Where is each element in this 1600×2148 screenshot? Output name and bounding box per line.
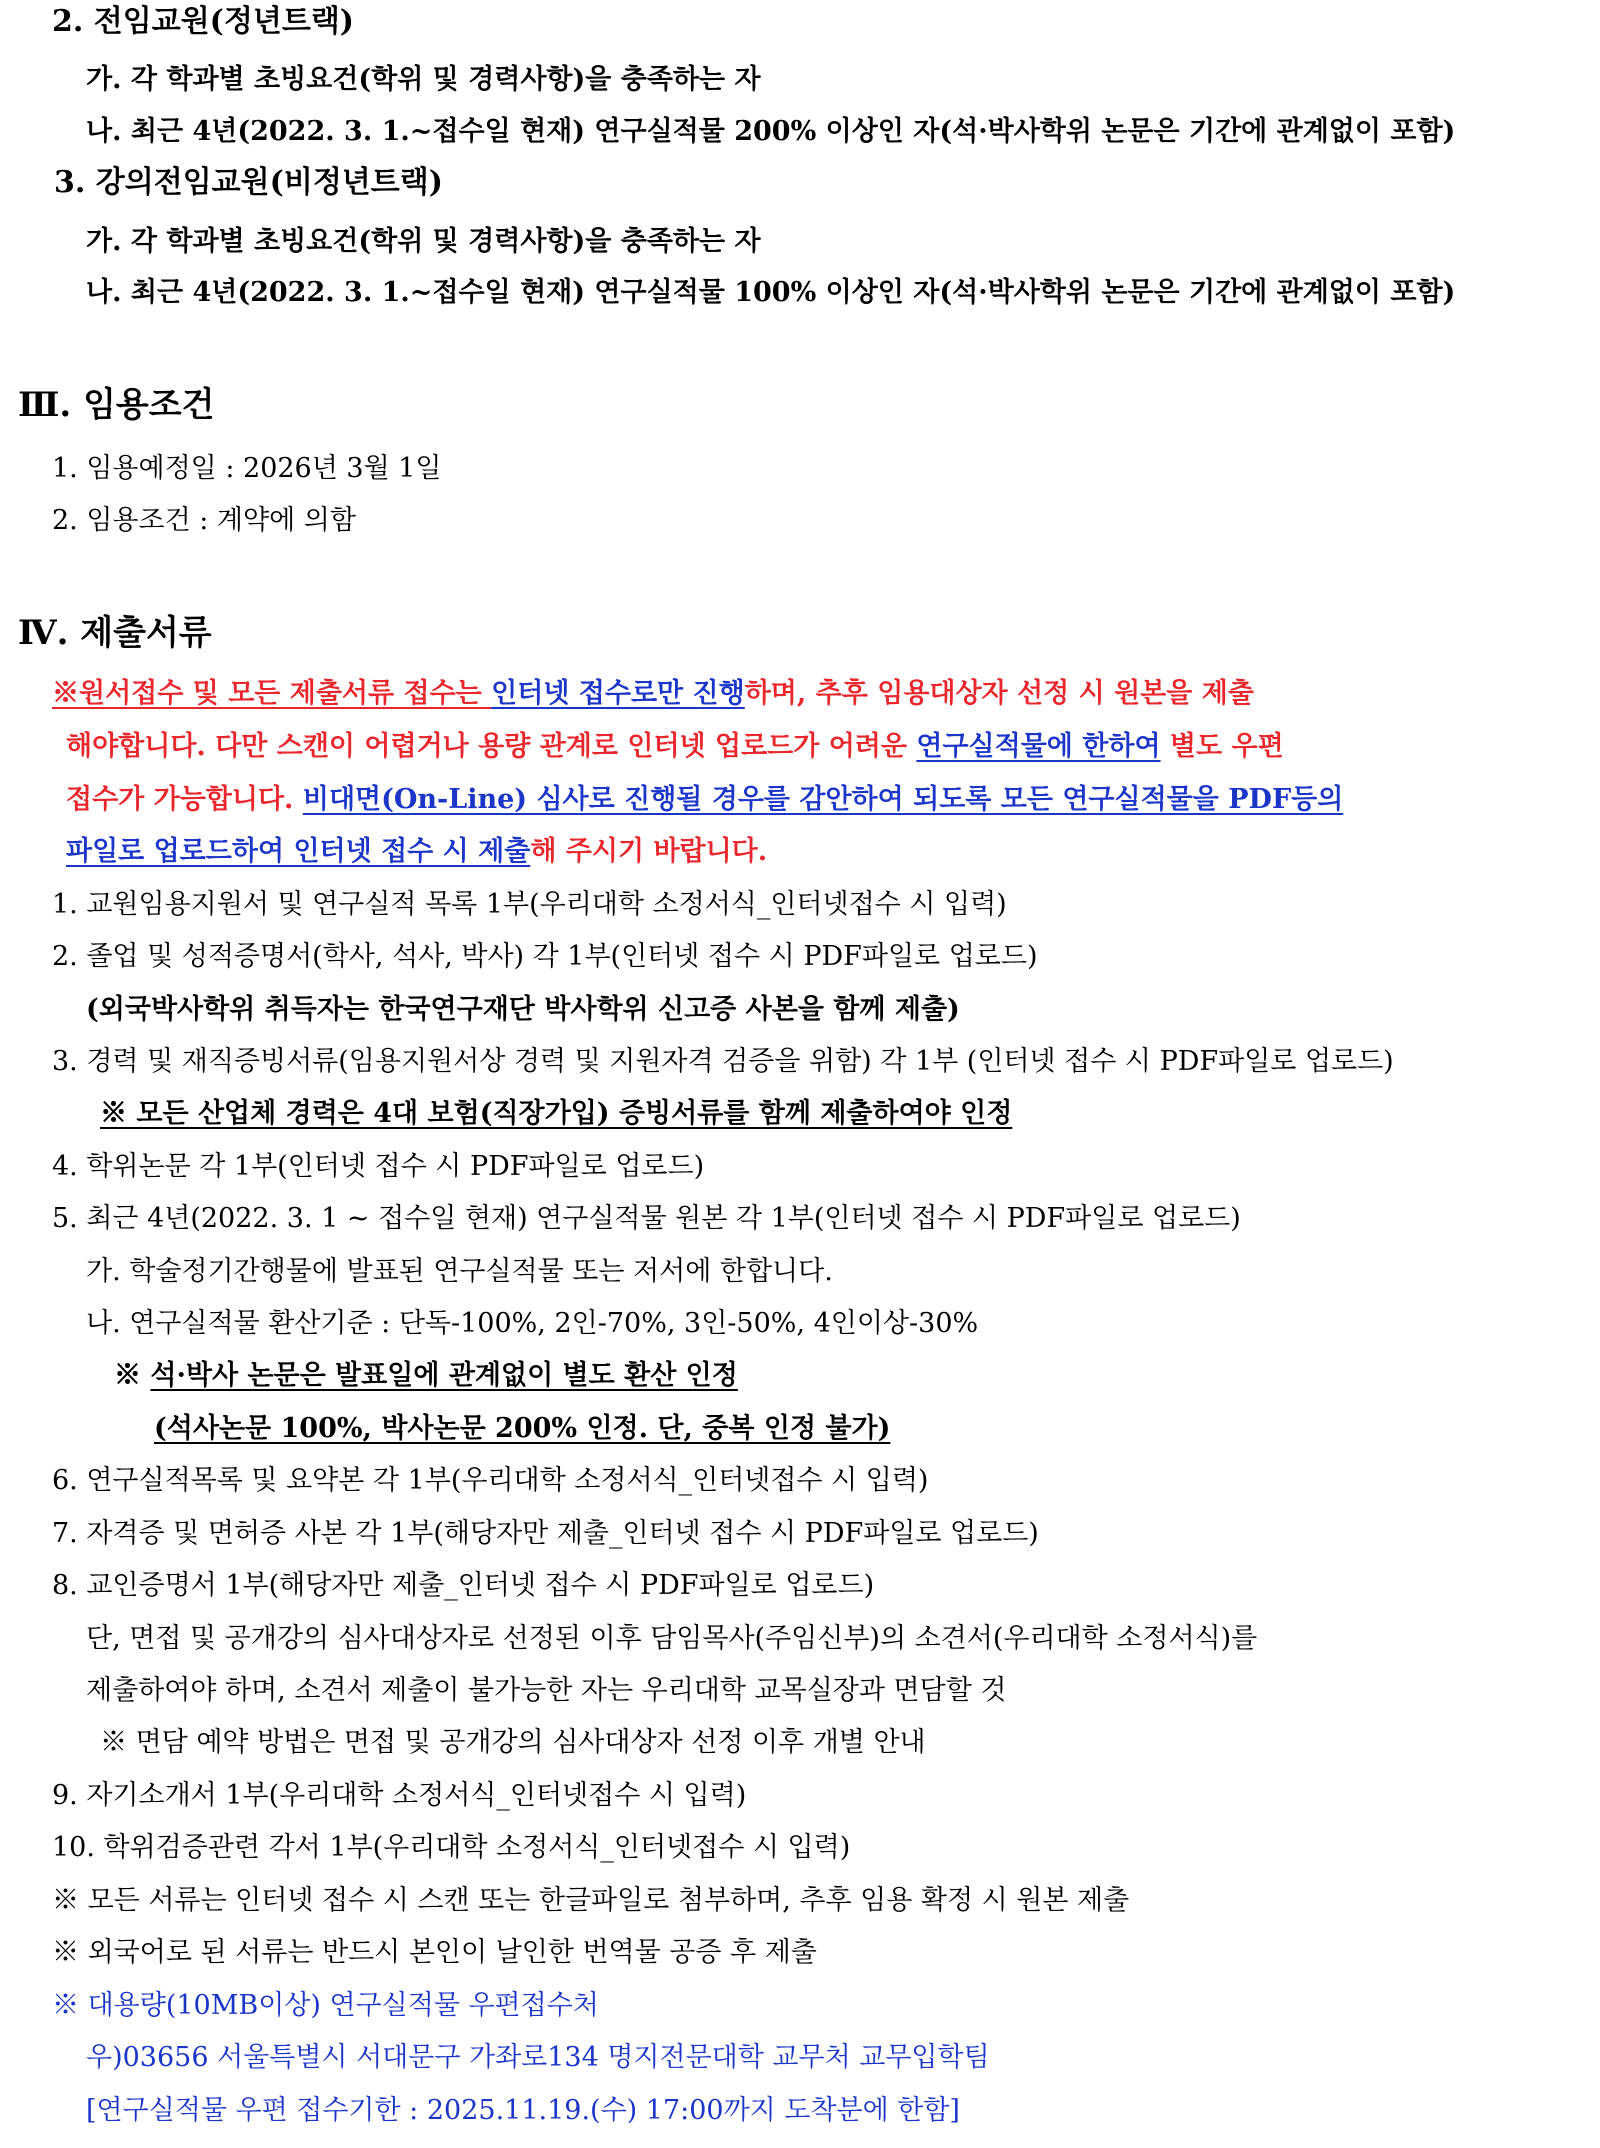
- section-3-item-b: 나. 최근 4년(2022. 3. 1.~접수일 현재) 연구실적물 100% 이상인 자(석·박사학위 논문은 기간에 관계없이 포함): [86, 277, 1456, 308]
- doc-item-8: 8. 교인증명서 1부(해당자만 제출_인터넷 접수 시 PDF파일로 업로드): [52, 1570, 875, 1601]
- conditions-item-1: 1. 임용예정일 : 2026년 3월 1일: [52, 453, 442, 484]
- doc-item-3-note: ※ 모든 산업체 경력은 4대 보험(직장가입) 증빙서류를 함께 제출하여야 인정: [100, 1098, 1013, 1129]
- doc-item-5: 5. 최근 4년(2022. 3. 1 ~ 접수일 현재) 연구실적물 원본 각 1부(인터넷 접수 시 PDF파일로 업로드): [52, 1203, 1241, 1234]
- section-2-item-a: 가. 각 학과별 초빙요건(학위 및 경력사항)을 충족하는 자: [86, 64, 761, 95]
- doc-item-6: 6. 연구실적목록 및 요약본 각 1부(우리대학 소정서식_인터넷접수 시 입력): [52, 1465, 929, 1496]
- doc-item-2: 2. 졸업 및 성적증명서(학사, 석사, 박사) 각 1부(인터넷 접수 시 PDF파일로 업로드): [52, 941, 1038, 972]
- mail-title: ※ 대용량(10MB이상) 연구실적물 우편접수처: [52, 1990, 599, 2021]
- section-2-item-b: 나. 최근 4년(2022. 3. 1.~접수일 현재) 연구실적물 200% 이상인 자(석·박사학위 논문은 기간에 관계없이 포함): [86, 116, 1456, 147]
- notice-line-1: [52, 674, 1254, 714]
- section-3-title: 3. 강의전임교원(비정년트랙): [54, 165, 443, 200]
- doc-note-1: ※ 모든 서류는 인터넷 접수 시 스캔 또는 한글파일로 첨부하며, 추후 임용 확정 시 원본 제출: [52, 1885, 1130, 1916]
- section-2-title: 2. 전임교원(정년트랙): [52, 4, 354, 39]
- doc-item-5-note-2: (석사논문 100%, 박사논문 200% 인정. 단, 중복 인정 불가): [154, 1413, 891, 1444]
- doc-item-9: 9. 자기소개서 1부(우리대학 소정서식_인터넷접수 시 입력): [52, 1780, 747, 1811]
- section-3-item-a: 가. 각 학과별 초빙요건(학위 및 경력사항)을 충족하는 자: [86, 226, 761, 257]
- doc-item-3: 3. 경력 및 재직증빙서류(임용지원서상 경력 및 지원자격 검증을 위함) 각 1부 (인터넷 접수 시 PDF파일로 업로드): [52, 1046, 1394, 1077]
- doc-item-8-note: ※ 면담 예약 방법은 면접 및 공개강의 심사대상자 선정 이후 개별 안내: [100, 1727, 926, 1758]
- doc-item-5-a: 가. 학술정기간행물에 발표된 연구실적물 또는 저서에 한합니다.: [86, 1256, 833, 1287]
- conditions-heading: Ⅲ. 임용조건: [18, 385, 215, 425]
- note-mark: ※: [114, 1360, 151, 1391]
- doc-item-1: 1. 교원임용지원서 및 연구실적 목록 1부(우리대학 소정서식_인터넷접수 시 입력): [52, 889, 1007, 920]
- doc-item-2-note: (외국박사학위 취득자는 한국연구재단 박사학위 신고증 사본을 함께 제출): [86, 994, 960, 1025]
- doc-item-4: 4. 학위논문 각 1부(인터넷 접수 시 PDF파일로 업로드): [52, 1151, 705, 1182]
- notice-highlight: 인터넷 접수로만 진행: [491, 678, 745, 709]
- note-text: 석·박사 논문은 발표일에 관계없이 별도 환산 인정: [150, 1360, 738, 1391]
- doc-item-7: 7. 자격증 및 면허증 사본 각 1부(해당자만 제출_인터넷 접수 시 PDF파일로 업로드): [52, 1518, 1039, 1549]
- conditions-item-2: 2. 임용조건 : 계약에 의함: [52, 505, 356, 536]
- doc-note-2: ※ 외국어로 된 서류는 반드시 본인이 날인한 번역물 공증 후 제출: [52, 1937, 817, 1968]
- notice-text: 접수가 가능합니다.: [66, 784, 303, 815]
- notice-highlight: 연구실적물에 한하여: [916, 731, 1161, 762]
- doc-item-10: 10. 학위검증관련 각서 1부(우리대학 소정서식_인터넷접수 시 입력): [52, 1832, 851, 1863]
- mail-deadline: [연구실적물 우편 접수기한 : 2025.11.19.(수) 17:00까지 도착분에 한함]: [86, 2095, 960, 2126]
- documents-heading: Ⅳ. 제출서류: [18, 613, 212, 653]
- doc-item-5-b: 나. 연구실적물 환산기준 : 단독-100%, 2인-70%, 3인-50%, 4인이상-30%: [86, 1308, 979, 1339]
- notice-highlight: 비대면(On-Line) 심사로 진행될 경우를 감안하여 되도록 모든 연구실적물을 PDF등의: [302, 784, 1344, 815]
- notice-text: 해 주시기 바랍니다.: [530, 836, 768, 867]
- notice-line-3: [66, 780, 1343, 820]
- doc-item-8-line-2: 단, 면접 및 공개강의 심사대상자로 선정된 이후 담임목사(주임신부)의 소견서(우리대학 소정서식)를: [86, 1623, 1258, 1654]
- notice-text: ※원서접수 및 모든 제출서류 접수는: [52, 678, 492, 709]
- notice-highlight: 파일로 업로드하여 인터넷 접수 시 제출: [66, 836, 531, 867]
- notice-line-2: [66, 727, 1284, 767]
- notice-text: 해야합니다. 다만 스캔이 어렵거나 용량 관계로 인터넷 업로드가 어려운: [66, 731, 917, 762]
- doc-item-8-line-3: 제출하여야 하며, 소견서 제출이 불가능한 자는 우리대학 교목실장과 면담할 것: [86, 1675, 1007, 1706]
- notice-text: 별도 우편: [1160, 731, 1284, 762]
- notice-text: 하며, 추후 임용대상자 선정 시 원본을 제출: [744, 678, 1254, 709]
- notice-line-4: [66, 832, 767, 872]
- mail-address: 우)03656 서울특별시 서대문구 가좌로134 명지전문대학 교무처 교무입학팀: [86, 2042, 990, 2073]
- doc-item-5-note-1: [114, 1356, 738, 1396]
